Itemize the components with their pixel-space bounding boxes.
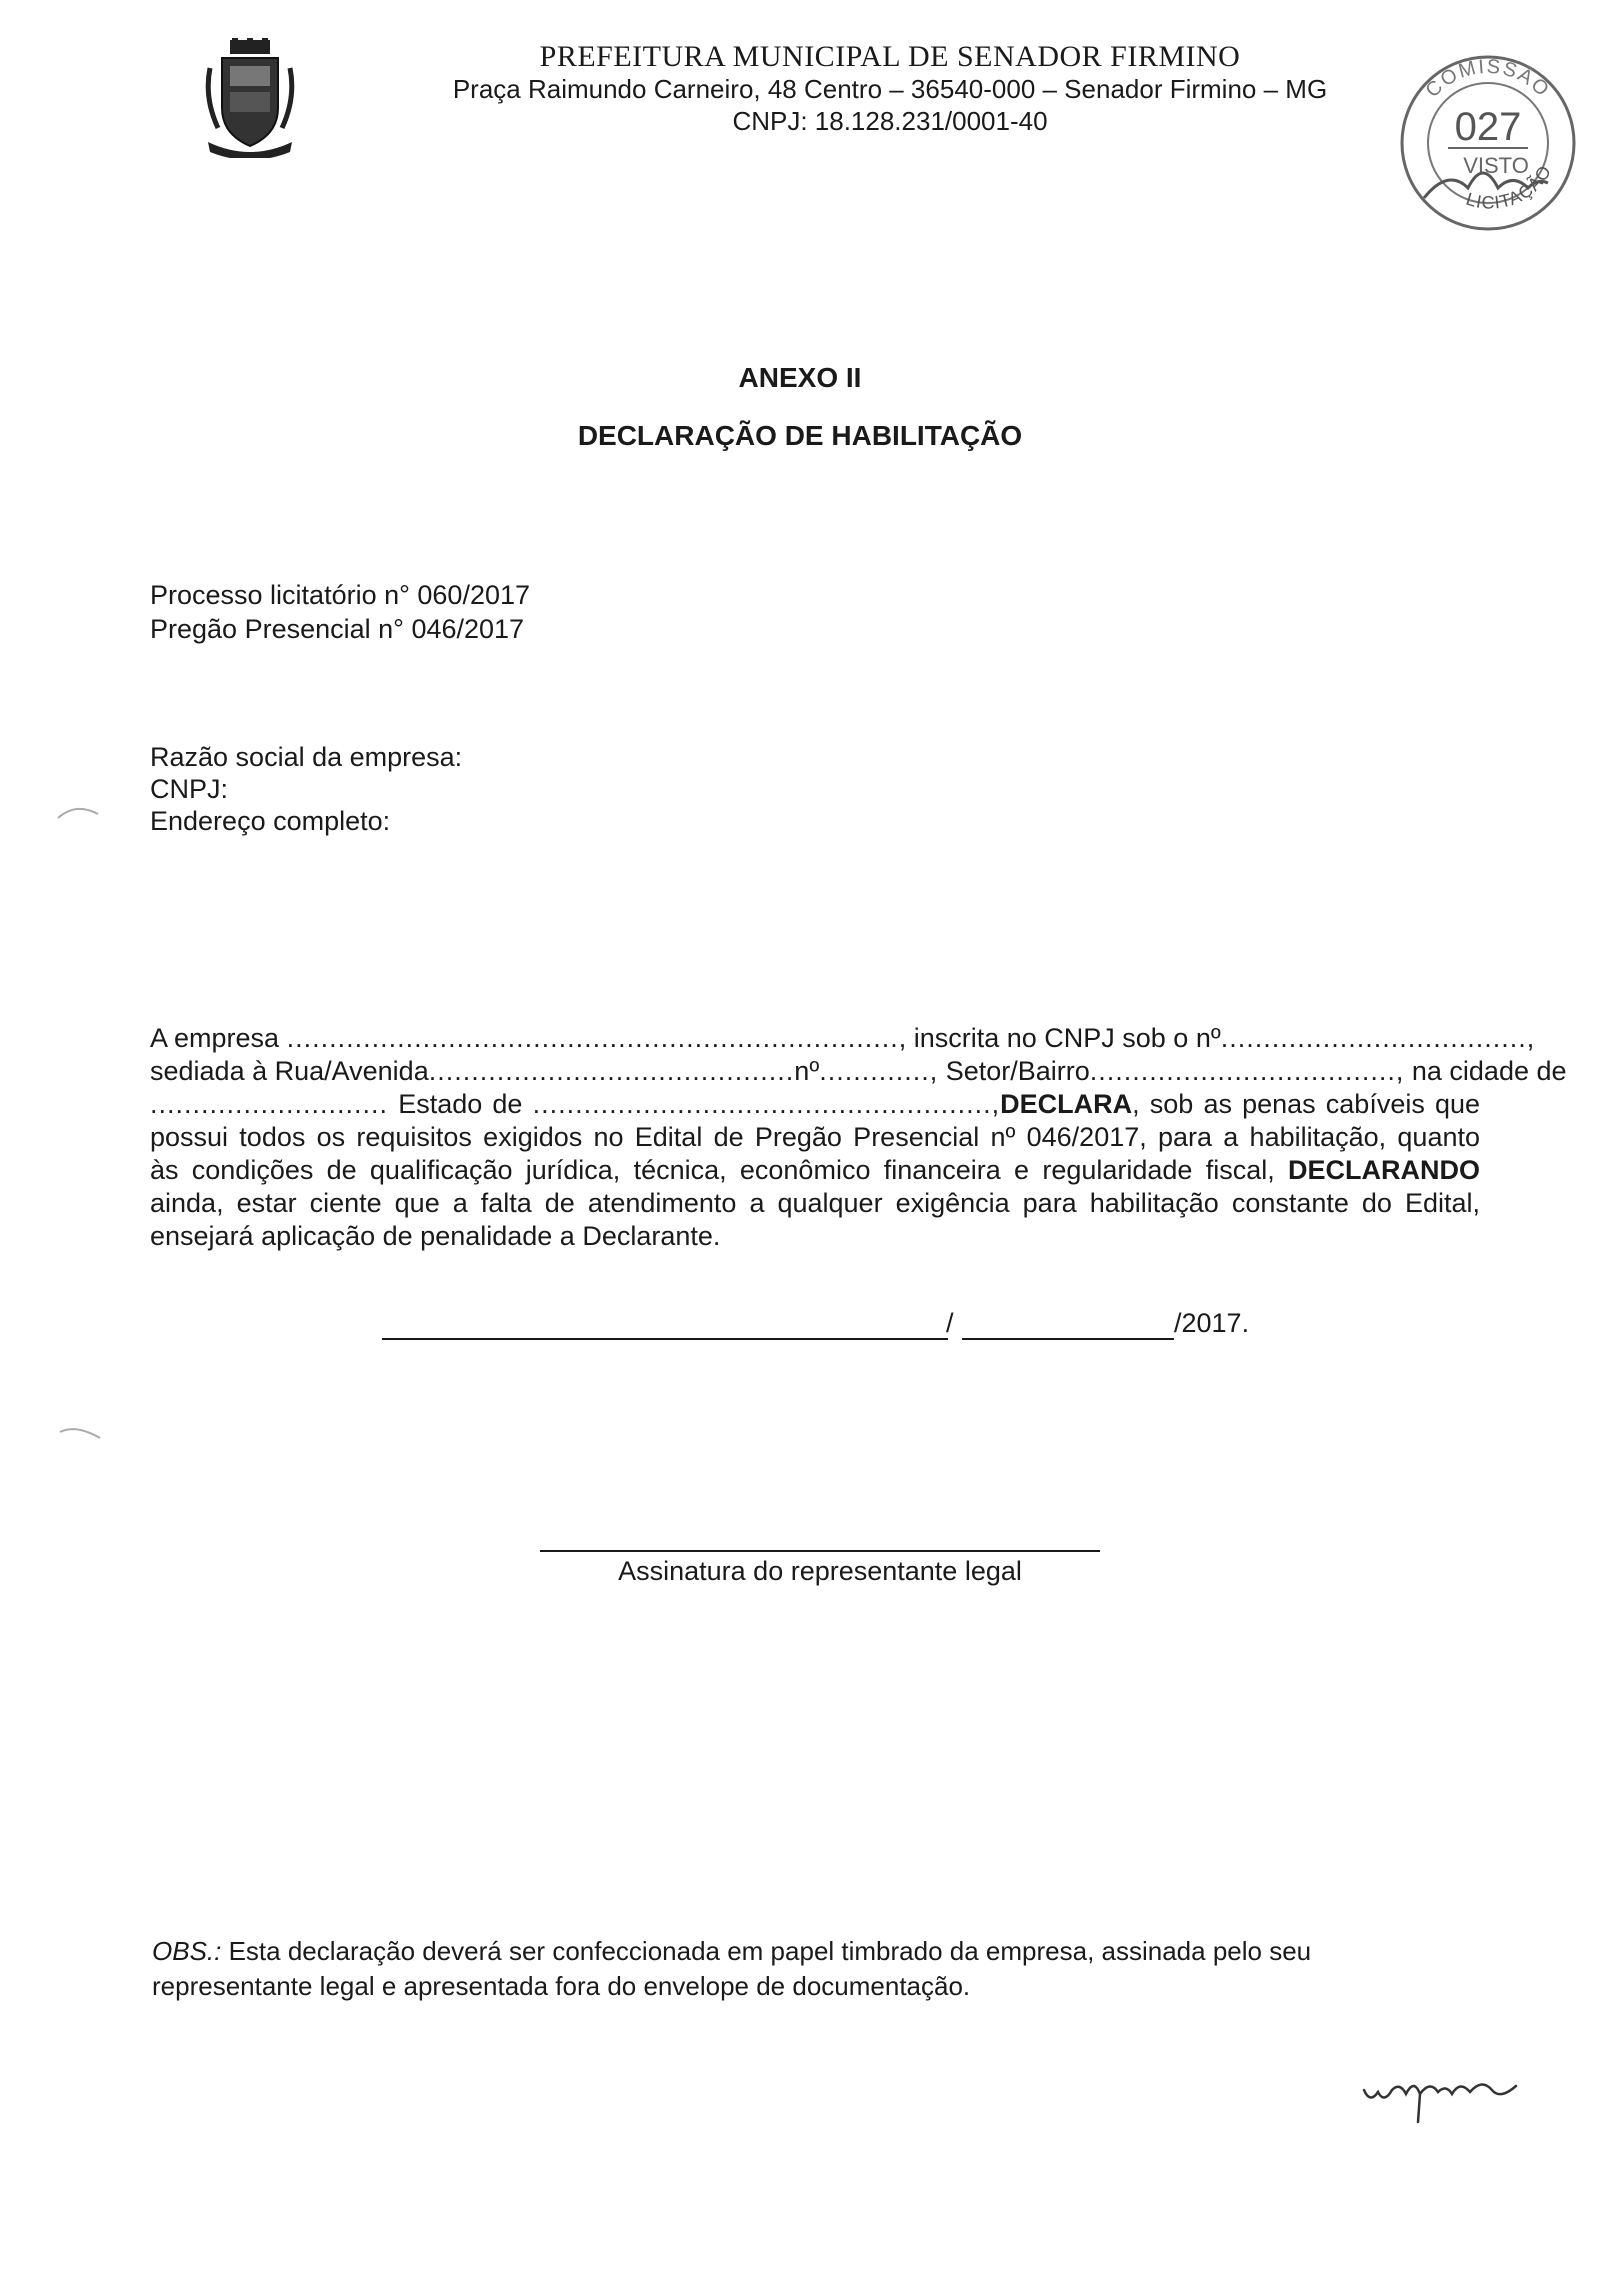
obs-prefix: OBS.: xyxy=(152,1936,222,1966)
company-name-label: Razão social da empresa: xyxy=(150,742,463,772)
municipality-cnpj: CNPJ: 18.128.231/0001-40 xyxy=(732,106,1048,136)
stamp-number: 027 xyxy=(1454,105,1522,149)
declaration-line: A empresa ........................................................................, inscrita no CNPJ sob o nº...................................., xyxy=(150,1023,1536,1053)
stamp-visto: VISTO xyxy=(1463,153,1529,178)
signature-label: Assinatura do representante legal xyxy=(618,1556,1022,1586)
signature-line xyxy=(540,1550,1100,1552)
declaration-line: sediada à Rua/Avenida...........................................nº............., Setor/Bairro...................................., na cidade de xyxy=(150,1056,1567,1086)
company-cnpj-label: CNPJ: xyxy=(150,774,229,804)
obs-text: Esta declaração deverá ser confeccionada em papel timbrado da empresa, assinada pelo seu representante legal e apresentada fora do envelope de documentação. xyxy=(152,1936,1312,2001)
declaration-line: ............................ Estado de ......................................................,DECLARA, sob as penas cabíveis que xyxy=(150,1089,1481,1119)
stamp-top-text: COMISSÃO xyxy=(1421,55,1555,102)
observation-note xyxy=(152,1934,1452,2004)
date-place-blank xyxy=(382,1338,948,1340)
declaration-line: ainda, estar ciente que a falta de atendimento a qualquer exigência para habilitação constante do Edital, xyxy=(150,1188,1480,1218)
annex-title: ANEXO II xyxy=(738,362,862,393)
svg-text:COMISSÃO xyxy=(1422,56,1555,102)
declaration-title: DECLARAÇÃO DE HABILITAÇÃO xyxy=(577,420,1023,451)
scan-punch-mark xyxy=(58,1420,104,1442)
declaration-paragraph xyxy=(150,1022,1567,1253)
process-number: Processo licitatório n° 060/2017 xyxy=(150,580,531,610)
handwritten-rubric xyxy=(1360,2060,1520,2130)
stamp-bottom-text: LICITAÇÃO xyxy=(1463,161,1556,213)
date-year: /2017. xyxy=(1174,1308,1250,1338)
municipal-coat-of-arms-icon xyxy=(200,38,300,158)
date-day-month-blank xyxy=(962,1338,1174,1340)
date-separator: / xyxy=(946,1308,954,1338)
commission-stamp xyxy=(1388,48,1588,238)
municipality-address: Praça Raimundo Carneiro, 48 Centro – 36540-000 – Senador Firmino – MG xyxy=(452,74,1328,104)
declaration-line: ensejará aplicação de penalidade a Declarante. xyxy=(150,1221,721,1251)
declaration-line: possui todos os requisitos exigidos no Edital de Pregão Presencial nº 046/2017, para a habilitação, quanto xyxy=(150,1122,1480,1152)
pregao-number: Pregão Presencial n° 046/2017 xyxy=(150,614,525,644)
declaration-line: às condições de qualificação jurídica, técnica, econômico financeira e regularidade fiscal, DECLARANDO xyxy=(150,1155,1480,1185)
municipality-name: PREFEITURA MUNICIPAL DE SENADOR FIRMINO xyxy=(539,40,1241,73)
company-address-label: Endereço completo: xyxy=(150,806,391,836)
scan-punch-mark xyxy=(54,800,104,822)
